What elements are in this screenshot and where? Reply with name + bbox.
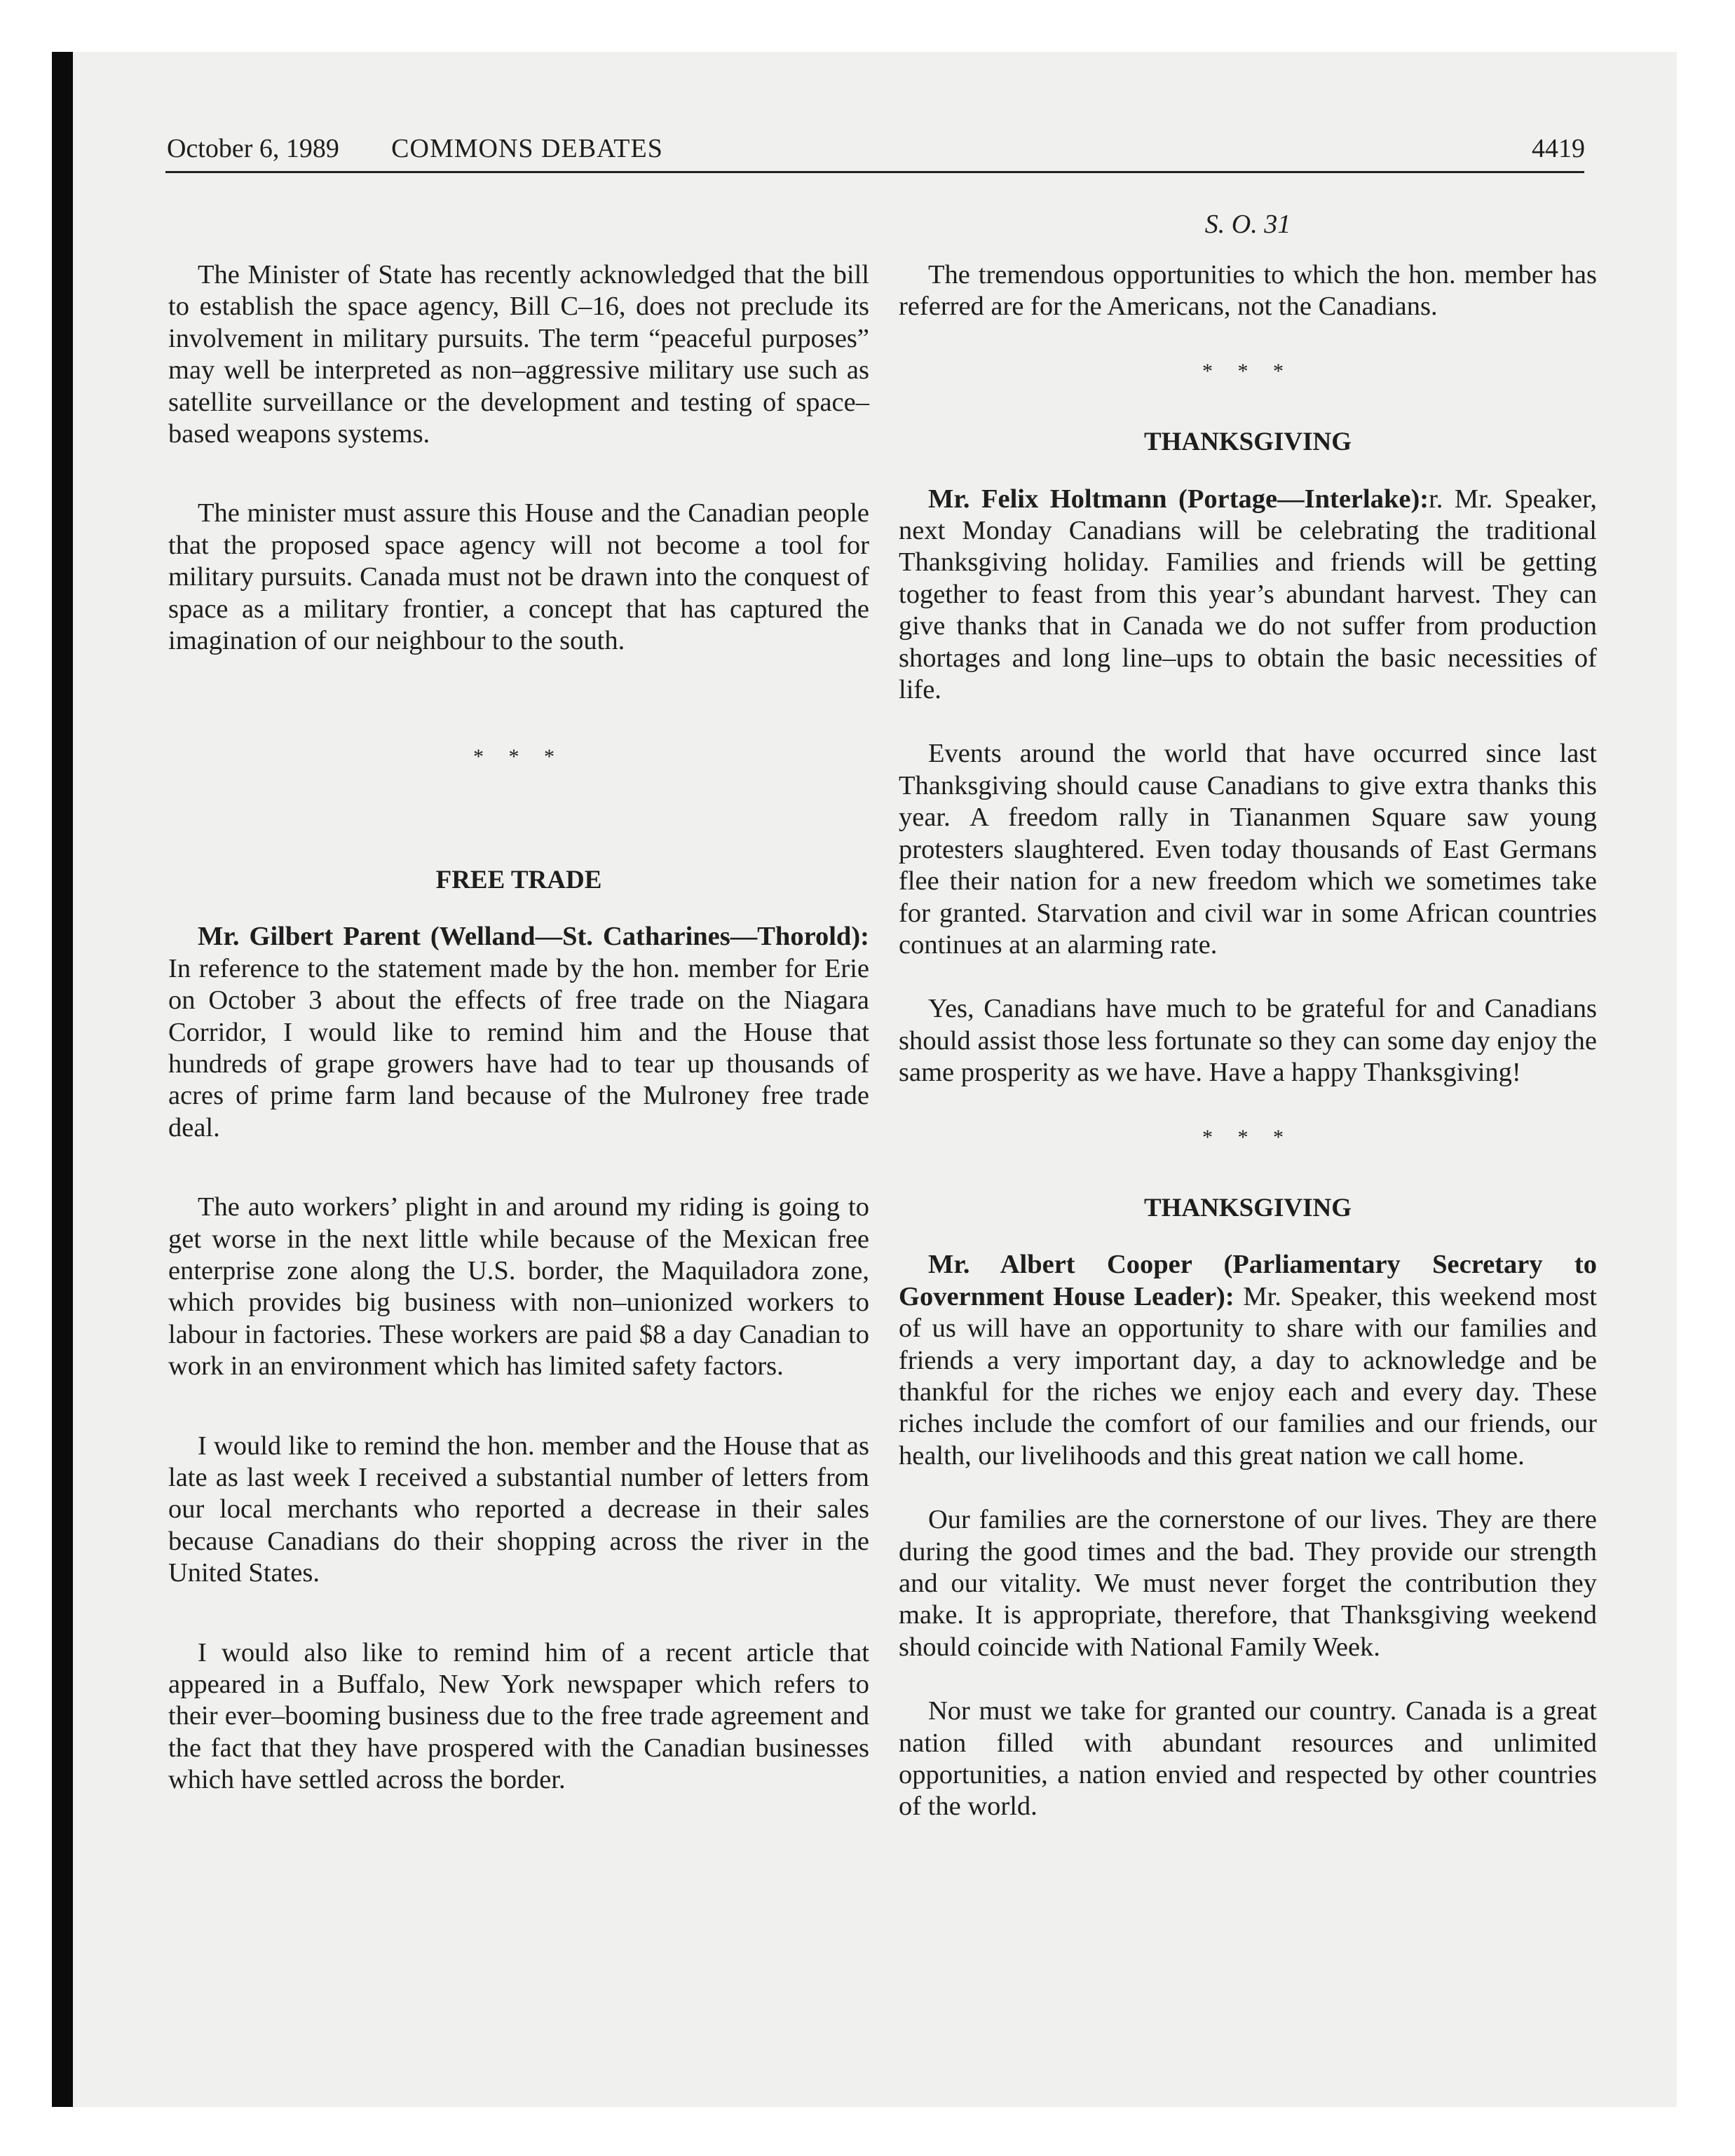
binding-edge xyxy=(52,52,73,2107)
right-column xyxy=(899,259,1597,1855)
speech-text: Mr. Speaker, this weekend most of us will have an opportunity to share with our families and friends a very important day, a day to acknowledge and be thankful for the riches we enjoy each and every day. These riches include the comfort of our families and our friends, our health, our livelihoods and this great nation we call home. xyxy=(899,1281,1597,1471)
paragraph: Our families are the cornerstone of our lives. They are there during the good times and the bad. They provide our strength and our vitality. We must never forget the contribution they make. It is appropriate, therefore, that Thanksgiving weekend should coincide with National Family Week. xyxy=(899,1505,1597,1662)
header-rule xyxy=(165,171,1584,173)
speech-text: In reference to the statement made by the hon. member for Erie on October 3 about the effects of free trade on the Niagara Corridor, I would like to remind him and the House that hundreds of grape growers have had to tear up thousands of acres of prime farm land because of the Mulroney free trade deal. xyxy=(168,953,869,1142)
speaker-name: Mr. Felix Holtmann (Portage—Interlake): xyxy=(928,484,1429,514)
section-label: S. O. 31 xyxy=(1204,210,1291,239)
paragraph: The auto workers’ plight in and around my riding is going to get worse in the next little while because of the Mexican free enterprise zone along the U.S. border, the Maquiladora zone, which provides big business with non–unionized workers to labour in factories. These workers are paid $8 a day Canadian to work in an environment which has limited safety factors. xyxy=(168,1192,869,1381)
paragraph: The minister must assure this House and the Canadian people that the proposed space agency will not become a tool for military pursuits. Canada must not be drawn into the conquest of space as a military frontier, a concept that has captured the imagination of our neighbour to the south. xyxy=(168,498,869,656)
paragraph xyxy=(899,1249,1597,1472)
section-heading: THANKSGIVING xyxy=(1143,1193,1352,1222)
section-divider: * * * xyxy=(1202,359,1293,383)
speaker-name: Mr. Albert Cooper (Parliamentary Secretary to Government House Leader): xyxy=(899,1250,1597,1311)
speaker-name: Mr. Gilbert Parent (Welland—St. Catharines—Thorold): xyxy=(198,922,869,952)
paragraph xyxy=(168,921,869,1144)
paragraph: The Minister of State has recently acknowledged that the bill to establish the space agency, Bill C–16, does not preclude its involvement in military pursuits. The term “peaceful purposes” may well be interpreted as non–aggressive military use such as satellite surveillance or the development and testing of space–based weapons systems. xyxy=(168,260,869,449)
speech-text: r. Mr. Speaker, next Monday Canadians will be celebrating the traditional Thanksgiving holiday. Families and friends will be getting together to feast from this year’s abundant harvest. They can give thanks that in Canada we do not suffer from production shortages and long line–ups to obtain the basic necessities of life. xyxy=(899,484,1597,705)
section-divider: * * * xyxy=(473,745,564,769)
left-column xyxy=(168,259,869,1844)
page-number: 4419 xyxy=(1532,134,1585,163)
paragraph xyxy=(899,484,1597,707)
paragraph: I would like to remind the hon. member and the House that as late as last week I received a substantial number of letters from our local merchants who reported a decrease in their sales because Canadians do their shopping across the river in the United States. xyxy=(168,1431,869,1588)
section-divider: * * * xyxy=(1202,1125,1293,1149)
paragraph: I would also like to remind him of a recent article that appeared in a Buffalo, New York newspaper which refers to their ever–booming business due to the free trade agreement and the fact that they have prospered with the Canadian businesses which have settled across the border. xyxy=(168,1637,869,1795)
paragraph: The tremendous opportunities to which the hon. member has referred are for the Americans, not the Canadians. xyxy=(899,260,1597,322)
header-date: October 6, 1989 xyxy=(167,134,339,163)
section-heading: THANKSGIVING xyxy=(1143,428,1352,457)
header-title: COMMONS DEBATES xyxy=(391,134,663,163)
section-heading: FREE TRADE xyxy=(435,865,602,894)
paragraph: Events around the world that have occurred since last Thanksgiving should cause Canadians to give extra thanks this year. A freedom rally in Tiananmen Square saw young protesters slaughtered. Even today thousands of East Germans flee their nation for a new freedom which we sometimes take for granted. Starvation and civil war in some African countries continues at an alarming rate. xyxy=(899,739,1597,960)
paragraph: Yes, Canadians have much to be grateful for and Canadians should assist those less fortunate so they can some day enjoy the same prosperity as we have. Have a happy Thanksgiving! xyxy=(899,994,1597,1088)
paragraph: Nor must we take for granted our country. Canada is a great nation filled with abundant resources and unlimited opportunities, a nation envied and respected by other countries of the world. xyxy=(899,1696,1597,1822)
